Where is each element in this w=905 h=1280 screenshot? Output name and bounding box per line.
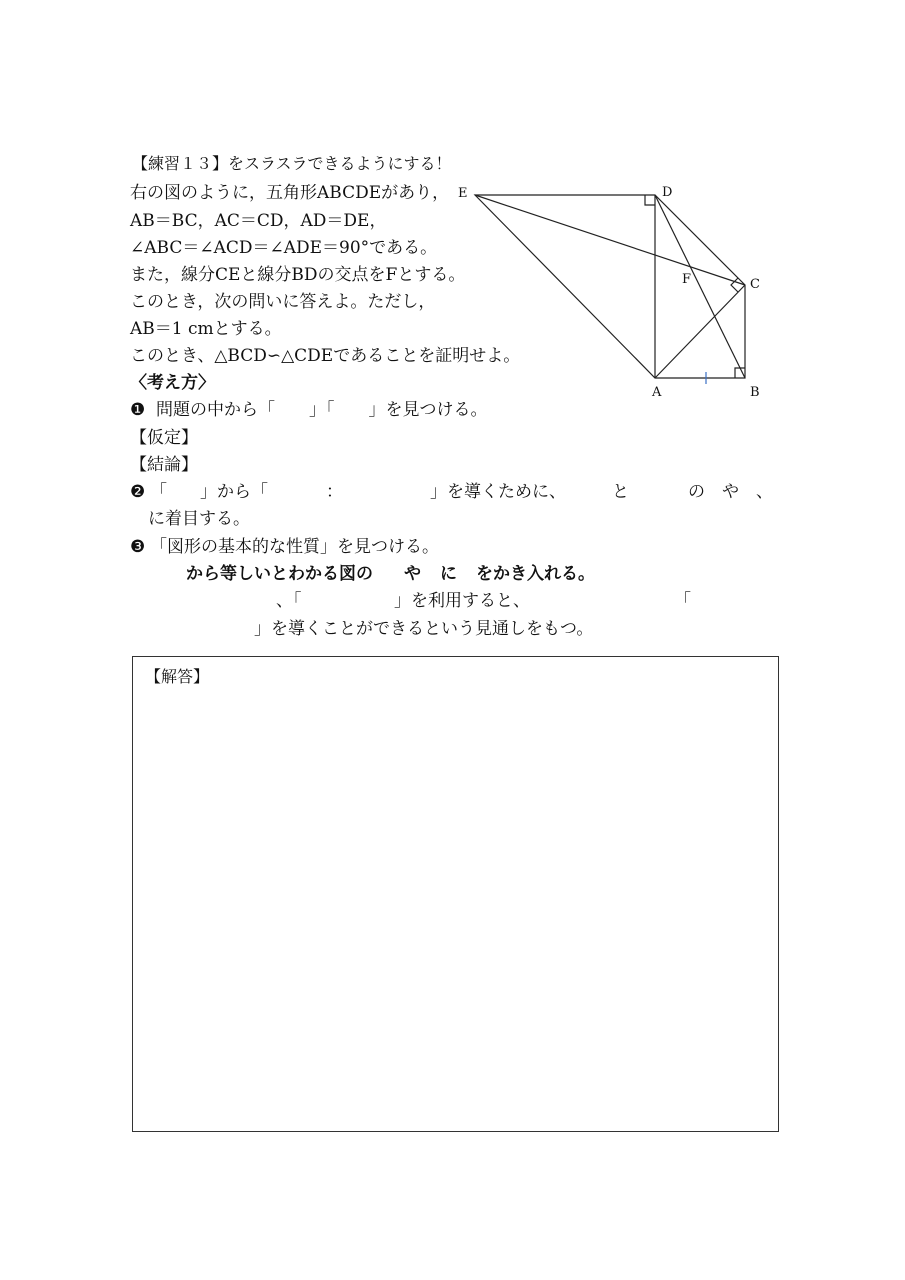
segment-ce (475, 195, 745, 285)
step3-text: 「図形の基本的な性質」を見つける。 (150, 537, 439, 557)
problem-line-7: このとき、△BCD∽△CDEであることを証明せよ。 (130, 346, 521, 366)
label-c: C (750, 277, 760, 292)
label-a: A (652, 385, 662, 400)
step2-comma: 、 (756, 482, 773, 502)
label-f: F (682, 272, 692, 287)
bold-line-seg2: や (404, 564, 421, 584)
bold-line-seg3: に (440, 564, 457, 584)
pentagon-outline (475, 195, 745, 378)
problem-line-4: また，線分CEと線分BDの交点をFとする。 (130, 265, 466, 285)
plan-line1-seg2: 」を利用すると、 (394, 591, 530, 611)
label-d: D (662, 185, 673, 200)
right-angle-b (735, 368, 745, 378)
exercise-heading: 【練習１３】をスラスラできるようにする！ (132, 154, 452, 173)
plan-line1-seg1: 、「 (276, 591, 302, 611)
step2-colon: ： (326, 482, 343, 502)
problem-line-5: このとき，次の問いに答えよ。ただし， (130, 292, 436, 312)
label-b: B (750, 385, 760, 400)
step2-marker: ❷ (130, 482, 146, 502)
right-angle-d (645, 195, 655, 205)
answer-box[interactable] (132, 656, 779, 1132)
segment-bd (655, 195, 745, 378)
problem-line-1: 右の図のように，五角形ABCDEがあり， (130, 183, 450, 203)
step1-text: 問題の中から「 」「 」を見つける。 (156, 400, 488, 420)
assumption-label: 【仮定】 (130, 428, 198, 448)
step2-no: の (688, 482, 705, 502)
problem-line-3: ∠ABC＝∠ACD＝∠ADE＝90°である。 (130, 238, 438, 258)
segment-ac (655, 285, 745, 378)
step2-and: と (612, 482, 629, 502)
step2-derive: 」を導くために、 (430, 482, 566, 502)
plan-line2: 」を導くことができるという見通しをもつ。 (254, 619, 594, 639)
answer-label: 【解答】 (145, 667, 210, 686)
label-e: E (458, 186, 468, 201)
step2-ya: や (722, 482, 739, 502)
approach-title: 〈考え方〉 (130, 373, 215, 393)
step2-open-quote: 「 (150, 482, 167, 502)
pentagon-figure (440, 170, 780, 410)
conclusion-label: 【結論】 (130, 455, 198, 475)
problem-line-6: AB＝1 cmとする。 (130, 319, 282, 339)
bold-line-seg4: をかき入れる。 (476, 564, 595, 584)
step1-marker: ❶ (130, 400, 146, 420)
plan-line1-seg3: 「 (674, 591, 691, 611)
step2-from: 」から「 (200, 482, 268, 502)
step3-marker: ❸ (130, 537, 146, 557)
problem-line-2: AB＝BC，AC＝CD，AD＝DE， (130, 211, 387, 231)
step2-line2: に着目する。 (148, 509, 250, 529)
bold-line-seg1: から等しいとわかる図の (186, 564, 373, 584)
